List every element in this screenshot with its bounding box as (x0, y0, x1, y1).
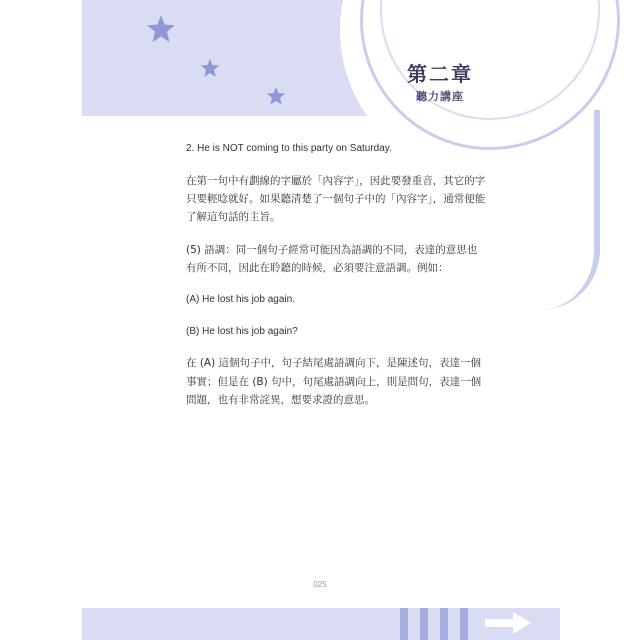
footer-stripe (460, 608, 468, 640)
footer-stripe (400, 608, 408, 640)
sentence-heading: 2. He is NOT coming to this party on Saturday. (186, 143, 392, 154)
paragraph-content-words: 在第一句中有劃線的字屬於「內容字」，因此要發重音，其它的字只要輕唸就好。如果聽清楚了一個句子中的「內容字」，通常便能了解這句話的主旨。 (186, 174, 486, 224)
example-b: (B) He lost his job again? (186, 325, 298, 337)
main-content (186, 140, 486, 424)
example-a: (A) He lost his job again. (186, 294, 295, 306)
chapter-title: 第二章 (407, 62, 473, 86)
star-icon (146, 14, 176, 44)
decorative-side-curve (520, 110, 600, 310)
footer-stripe (440, 608, 448, 640)
footer-stripe (420, 608, 428, 640)
chapter-subtitle: 聽力講座 (416, 90, 464, 103)
star-icon (266, 86, 286, 106)
page-number: 025 (313, 580, 327, 589)
star-icon (200, 58, 220, 78)
paragraph-explanation: 在 (A) 這個句子中，句子結尾處語調向下，是陳述句，表達一個事實；但是在 (B) 句中，句尾處語調向上，則是問句，表達一個問題，也有非常詫異，想要求證的意思。 (186, 357, 482, 407)
paragraph-intonation: (5) 語調：同一個句子經常可能因為語調的不同，表達的意思也有所不同，因此在聆聽的時候，必須要注意語調。例如： (186, 243, 478, 274)
right-arrow-icon (483, 610, 533, 636)
